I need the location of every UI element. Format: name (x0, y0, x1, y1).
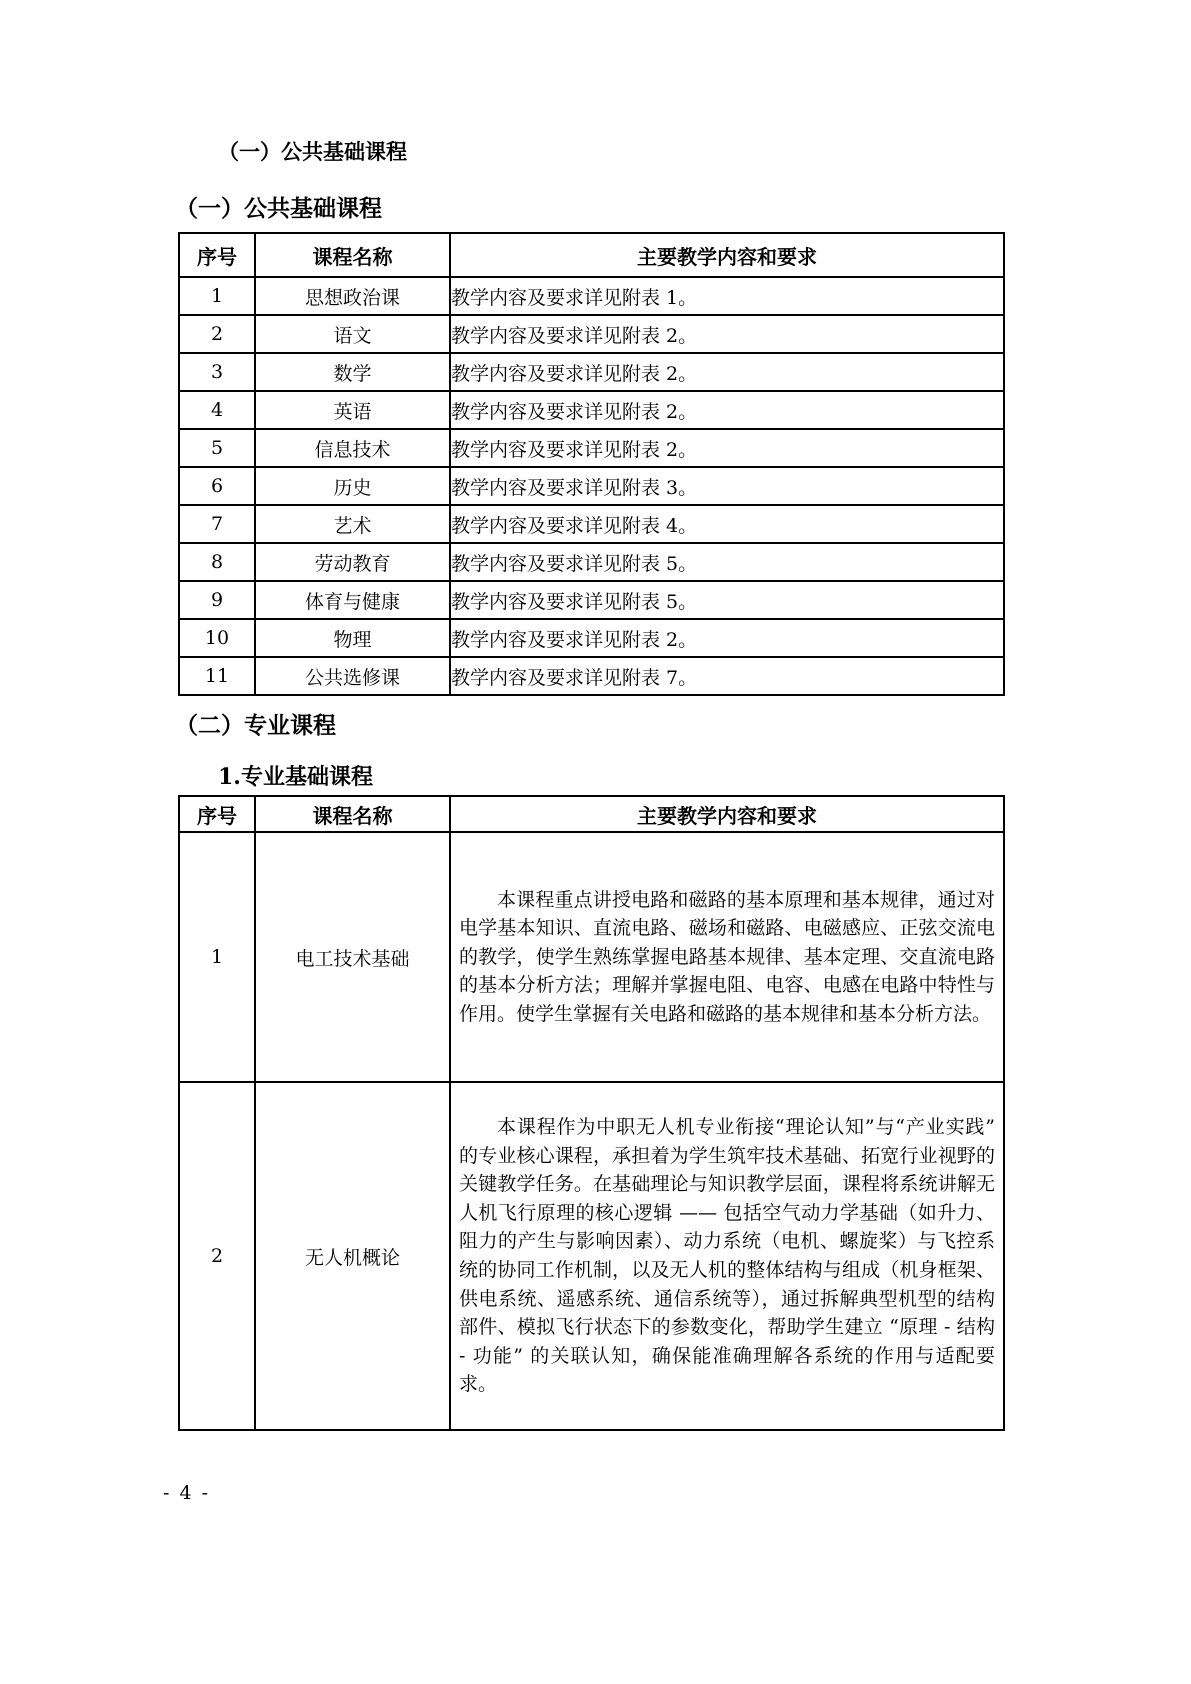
course-name-cell: 英语 (255, 391, 450, 429)
table-header-row (179, 796, 1004, 832)
table-row (179, 429, 1004, 467)
row-number-cell: 6 (179, 467, 255, 505)
heading-public-basic-courses: （一）公共基础课程 (175, 195, 382, 222)
table-row (179, 467, 1004, 505)
course-name-cell: 数学 (255, 353, 450, 391)
table-row (179, 1082, 1004, 1430)
course-content-cell: 教学内容及要求详见附表 2。 (450, 353, 1004, 391)
table-row (179, 277, 1004, 315)
header-course-name: 课程名称 (255, 233, 450, 277)
heading-public-basic-courses-sub: （一）公共基础课程 (218, 139, 407, 164)
heading-professional-courses: （二）专业课程 (175, 712, 336, 739)
row-number-cell: 10 (179, 619, 255, 657)
course-name-cell: 无人机概论 (255, 1082, 450, 1430)
course-description: 本课程作为中职无人机专业衔接“理论认知”与“产业实践” 的专业核心课程，承担着为学生筑牢技术基础、拓宽行业视野的关键教学任务。在基础理论与知识教学层面，课程将系统讲解无人机飞行原理的核心逻辑 —— 包括空气动力学基础（如升力、阻力的产生与影响因素）、动力系统（电机、螺旋桨）与飞控系统的协同工作机制，以及无人机的整体结构与组成（机身框架、供电系统、遥感系统、通信系统等），通过拆解典型机型的结构部件、模拟飞行状态下的参数变化，帮助学生建立 “原理 - 结构 - 功能” 的关联认知，确保能准确理解各系统的作用与适配要求。 (459, 1116, 995, 1396)
table-row (179, 505, 1004, 543)
course-name-cell: 历史 (255, 467, 450, 505)
course-name-cell: 体育与健康 (255, 581, 450, 619)
course-content-cell (450, 1082, 1004, 1430)
course-name-cell: 艺术 (255, 505, 450, 543)
header-course-name: 课程名称 (255, 796, 450, 832)
row-number-cell: 4 (179, 391, 255, 429)
course-name-cell: 公共选修课 (255, 657, 450, 695)
table-row (179, 391, 1004, 429)
table-row (179, 657, 1004, 695)
header-course-content: 主要教学内容和要求 (450, 233, 1004, 277)
course-content-cell: 教学内容及要求详见附表 3。 (450, 467, 1004, 505)
table-row (179, 543, 1004, 581)
course-content-cell: 教学内容及要求详见附表 2。 (450, 619, 1004, 657)
course-content-cell: 教学内容及要求详见附表 5。 (450, 581, 1004, 619)
professional-basic-courses-table (178, 795, 1005, 1431)
row-number-cell: 3 (179, 353, 255, 391)
table-header-row (179, 233, 1004, 277)
course-content-cell: 教学内容及要求详见附表 5。 (450, 543, 1004, 581)
course-content-cell: 教学内容及要求详见附表 1。 (450, 277, 1004, 315)
course-name-cell: 语文 (255, 315, 450, 353)
row-number-cell: 9 (179, 581, 255, 619)
course-name-cell: 思想政治课 (255, 277, 450, 315)
course-name-cell: 物理 (255, 619, 450, 657)
header-number: 序号 (179, 233, 255, 277)
row-number-cell: 5 (179, 429, 255, 467)
row-number-cell: 8 (179, 543, 255, 581)
course-name-cell: 电工技术基础 (255, 832, 450, 1082)
course-content-cell (450, 832, 1004, 1082)
course-content-cell: 教学内容及要求详见附表 2。 (450, 391, 1004, 429)
table-row (179, 832, 1004, 1082)
row-number-cell: 11 (179, 657, 255, 695)
row-number-cell: 7 (179, 505, 255, 543)
header-course-content: 主要教学内容和要求 (450, 796, 1004, 832)
page-number: - 4 - (163, 1482, 211, 1504)
row-number-cell: 1 (179, 832, 255, 1082)
course-content-cell: 教学内容及要求详见附表 4。 (450, 505, 1004, 543)
table-row (179, 619, 1004, 657)
heading-professional-basic-courses: 1.专业基础课程 (218, 764, 373, 790)
public-basic-courses-table (178, 232, 1005, 696)
row-number-cell: 2 (179, 1082, 255, 1430)
row-number-cell: 1 (179, 277, 255, 315)
table-row (179, 353, 1004, 391)
row-number-cell: 2 (179, 315, 255, 353)
course-content-cell: 教学内容及要求详见附表 2。 (450, 315, 1004, 353)
header-number: 序号 (179, 796, 255, 832)
course-name-cell: 劳动教育 (255, 543, 450, 581)
course-name-cell: 信息技术 (255, 429, 450, 467)
course-content-cell: 教学内容及要求详见附表 2。 (450, 429, 1004, 467)
course-description: 本课程重点讲授电路和磁路的基本原理和基本规律，通过对电学基本知识、直流电路、磁场和磁路、电磁感应、正弦交流电的教学，使学生熟练掌握电路基本规律、基本定理、交直流电路的基本分析方法；理解并掌握电阻、电容、电感在电路中特性与作用。使学生掌握有关电路和磁路的基本规律和基本分析方法。 (459, 888, 995, 1025)
table-row (179, 315, 1004, 353)
course-content-cell: 教学内容及要求详见附表 7。 (450, 657, 1004, 695)
table-row (179, 581, 1004, 619)
